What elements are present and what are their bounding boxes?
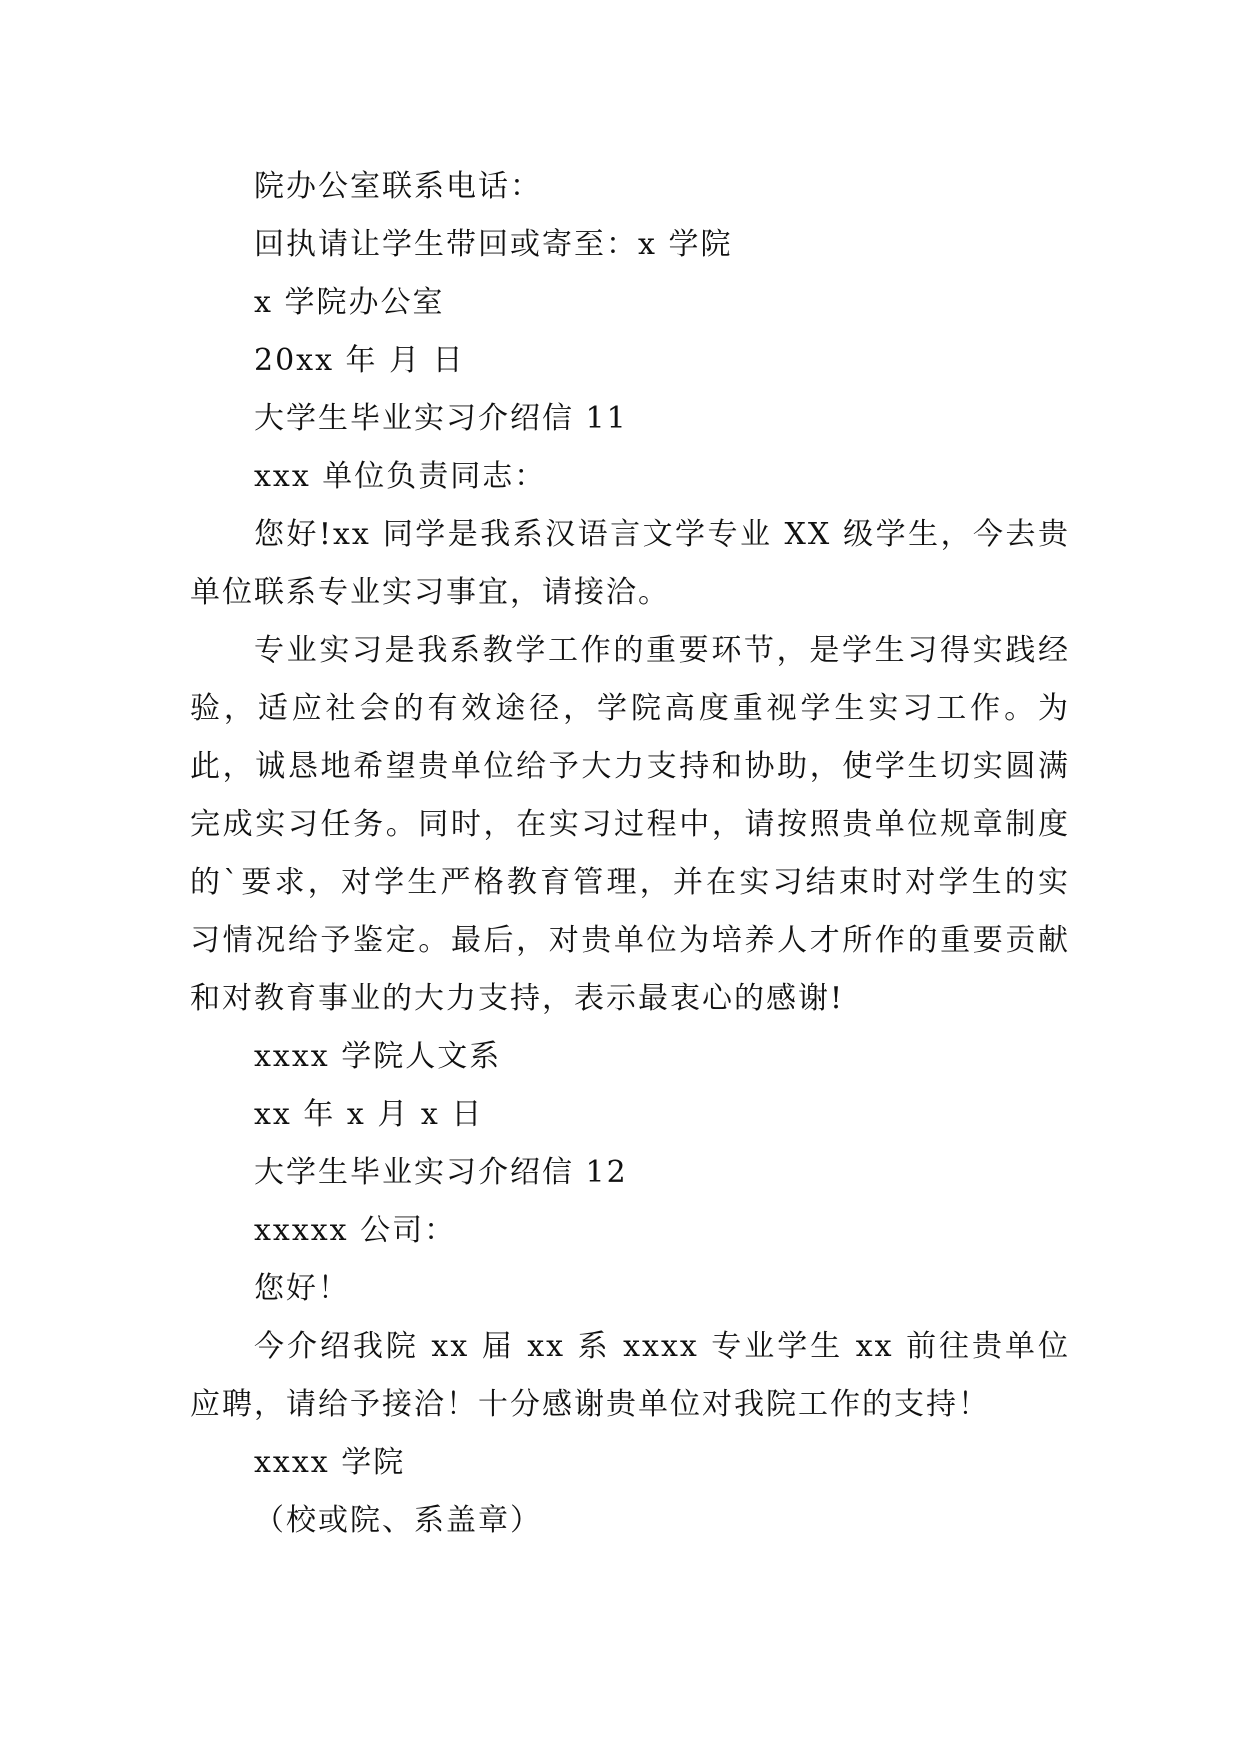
letter-title-12: 大学生毕业实习介绍信 12 [254,1155,628,1190]
office-phone-line: 院办公室联系电话： [254,169,542,204]
salutation-11: xxx 单位负责同志： [254,459,547,494]
body-paragraph-12: 今介绍我院 xx 届 xx 系 xxxx 专业学生 xx 前往贵单位应聘，请给予接洽！十分感谢贵单位对我院工作的支持！ [190,1329,1070,1422]
body-paragraph-11: 专业实习是我系教学工作的重要环节，是学生习得实践经验，适应社会的有效途径，学院高度重视学生实习工作。为此，诚恳地希望贵单位给予大力支持和协助，使学生切实圆满完成实习任务。同时，在实习过程中，请按照贵单位规章制度的`要求，对学生严格教育管理，并在实习结束时对学生的实习情况给予鉴定。最后，对贵单位为培养人才所作的重要贡献和对教育事业的大力支持，表示最衷心的感谢! [190,633,1070,1016]
greeting-paragraph-11: 您好!xx 同学是我系汉语言文学专业 XX 级学生，今去贵单位联系专业实习事宜，请接洽。 [190,517,1070,610]
salutation-12: xxxxx 公司： [254,1213,457,1248]
department-signature: xxxx 学院人文系 [254,1039,502,1074]
signature-date: xx 年 x 月 x 日 [254,1097,484,1132]
letter-title-11: 大学生毕业实习介绍信 11 [254,401,628,436]
receipt-return-line: 回执请让学生带回或寄至：x 学院 [254,227,733,262]
document-body [190,158,1070,1550]
college-office-signature: x 学院办公室 [254,285,445,320]
date-line: 20xx 年 月 日 [254,343,465,378]
college-signature: xxxx 学院 [254,1445,406,1480]
greeting-12: 您好！ [254,1271,350,1306]
seal-note: （校或院、系盖章） [254,1503,542,1538]
